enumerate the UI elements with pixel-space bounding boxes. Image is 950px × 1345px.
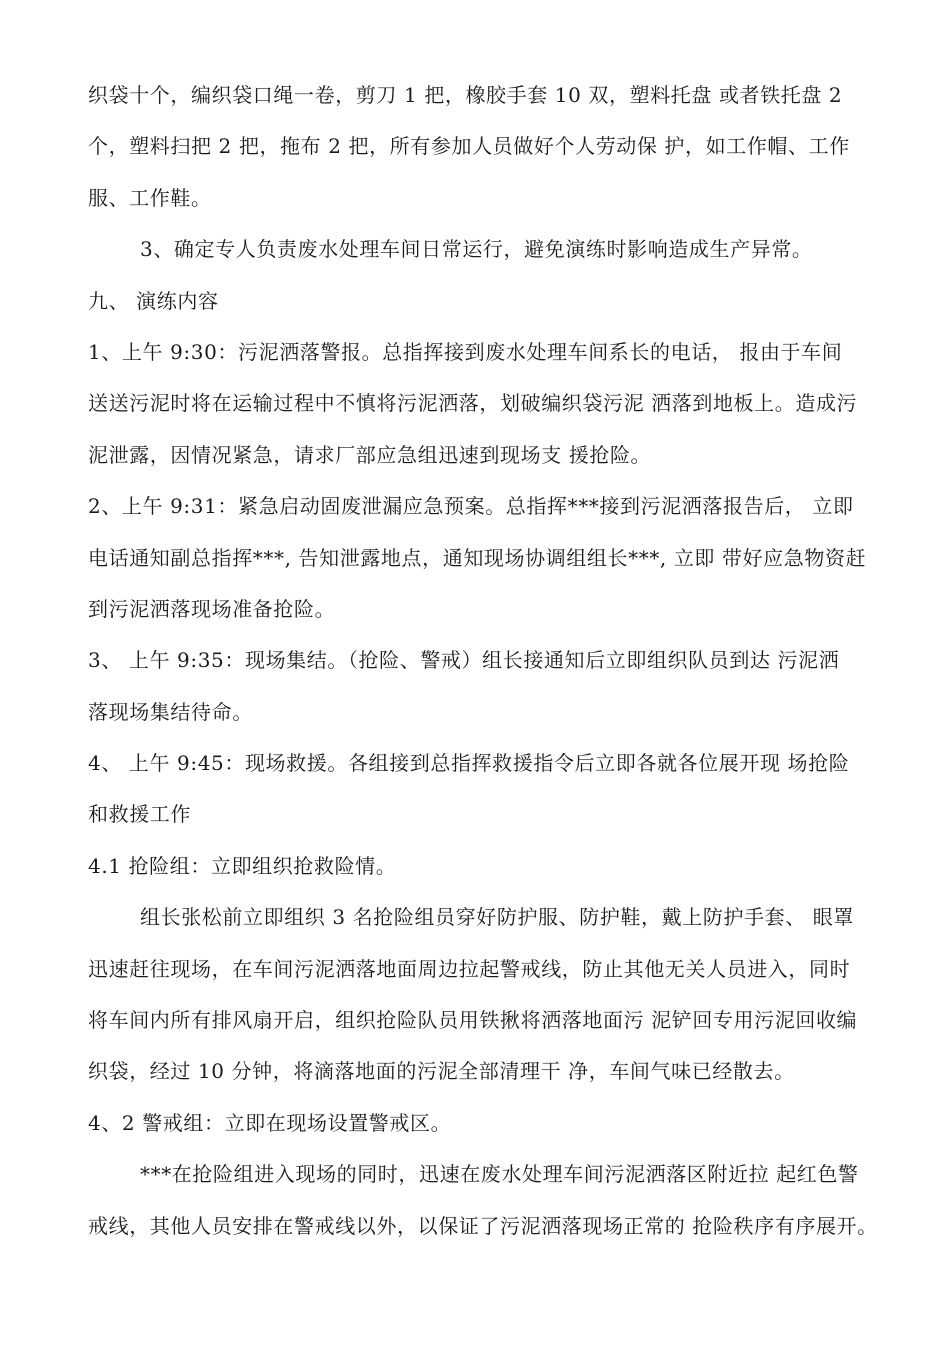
text-line: 送送污泥时将在运输过程中不慎将污泥洒落，划破编织袋污泥 洒落到地板上。造成污 <box>88 391 858 416</box>
text-line: 2、上午 9:31：紧急启动固废泄漏应急预案。总指挥***接到污泥洒落报告后， 立即 <box>88 494 854 519</box>
text-line: 3、确定专人负责废水处理车间日常运行，避免演练时影响造成生产异常。 <box>140 237 813 262</box>
text-line: 和救援工作 <box>88 802 191 827</box>
text-line: 4、 上午 9:45：现场救援。各组接到总指挥救援指令后立即各就各位展开现 场抢险 <box>88 751 850 776</box>
text-line: 落现场集结待命。 <box>88 699 253 724</box>
text-line: 到污泥洒落现场准备抢险。 <box>88 596 336 621</box>
text-line: 服、工作鞋。 <box>88 185 212 210</box>
text-line: 组长张松前立即组织 3 名抢险组员穿好防护服、防护鞋，戴上防护手套、 眼罩 <box>140 905 854 930</box>
text-line: 戒线，其他人员安排在警戒线以外，以保证了污泥洒落现场正常的 抢险秩序有序展开。 <box>88 1213 878 1238</box>
text-line: 将车间内所有排风扇开启，组织抢险队员用铁揪将洒落地面污 泥铲回专用污泥回收编 <box>88 1008 858 1033</box>
text-line: 1、上午 9:30：污泥洒落警报。总指挥接到废水处理车间系长的电话， 报由于车间 <box>88 339 843 364</box>
subsection-heading: 4、2 警戒组：立即在现场设置警戒区。 <box>88 1110 452 1135</box>
text-line: ***在抢险组进入现场的同时，迅速在废水处理车间污泥洒落区附近拉 起红色警 <box>140 1162 859 1187</box>
section-heading: 九、 演练内容 <box>88 288 219 313</box>
text-line: 3、 上午 9:35：现场集结。（抢险、警戒）组长接通知后立即组织队员到达 污泥洒 <box>88 648 840 673</box>
text-line: 织袋，经过 10 分钟，将滴落地面的污泥全部清理干 净，车间气味已经散去。 <box>88 1059 795 1084</box>
document-page <box>88 70 878 1252</box>
subsection-heading: 4.1 抢险组：立即组织抢救险情。 <box>88 853 397 878</box>
text-line: 织袋十个，编织袋口绳一卷，剪刀 1 把，橡胶手套 10 双，塑料托盘 或者铁托盘 2 <box>88 83 843 107</box>
text-line: 迅速赶往现场，在车间污泥洒落地面周边拉起警戒线，防止其他无关人员进入，同时 <box>88 956 851 981</box>
text-line: 泥泄露，因情况紧急，请求厂部应急组迅速到现场支 援抢险。 <box>88 442 652 467</box>
text-line: 电话通知副总指挥***, 告知泄露地点，通知现场协调组组长***, 立即 带好应急物资赶 <box>88 545 867 570</box>
text-line: 个，塑料扫把 2 把，拖布 2 把，所有参加人员做好个人劳动保 护，如工作帽、工作 <box>88 134 850 159</box>
